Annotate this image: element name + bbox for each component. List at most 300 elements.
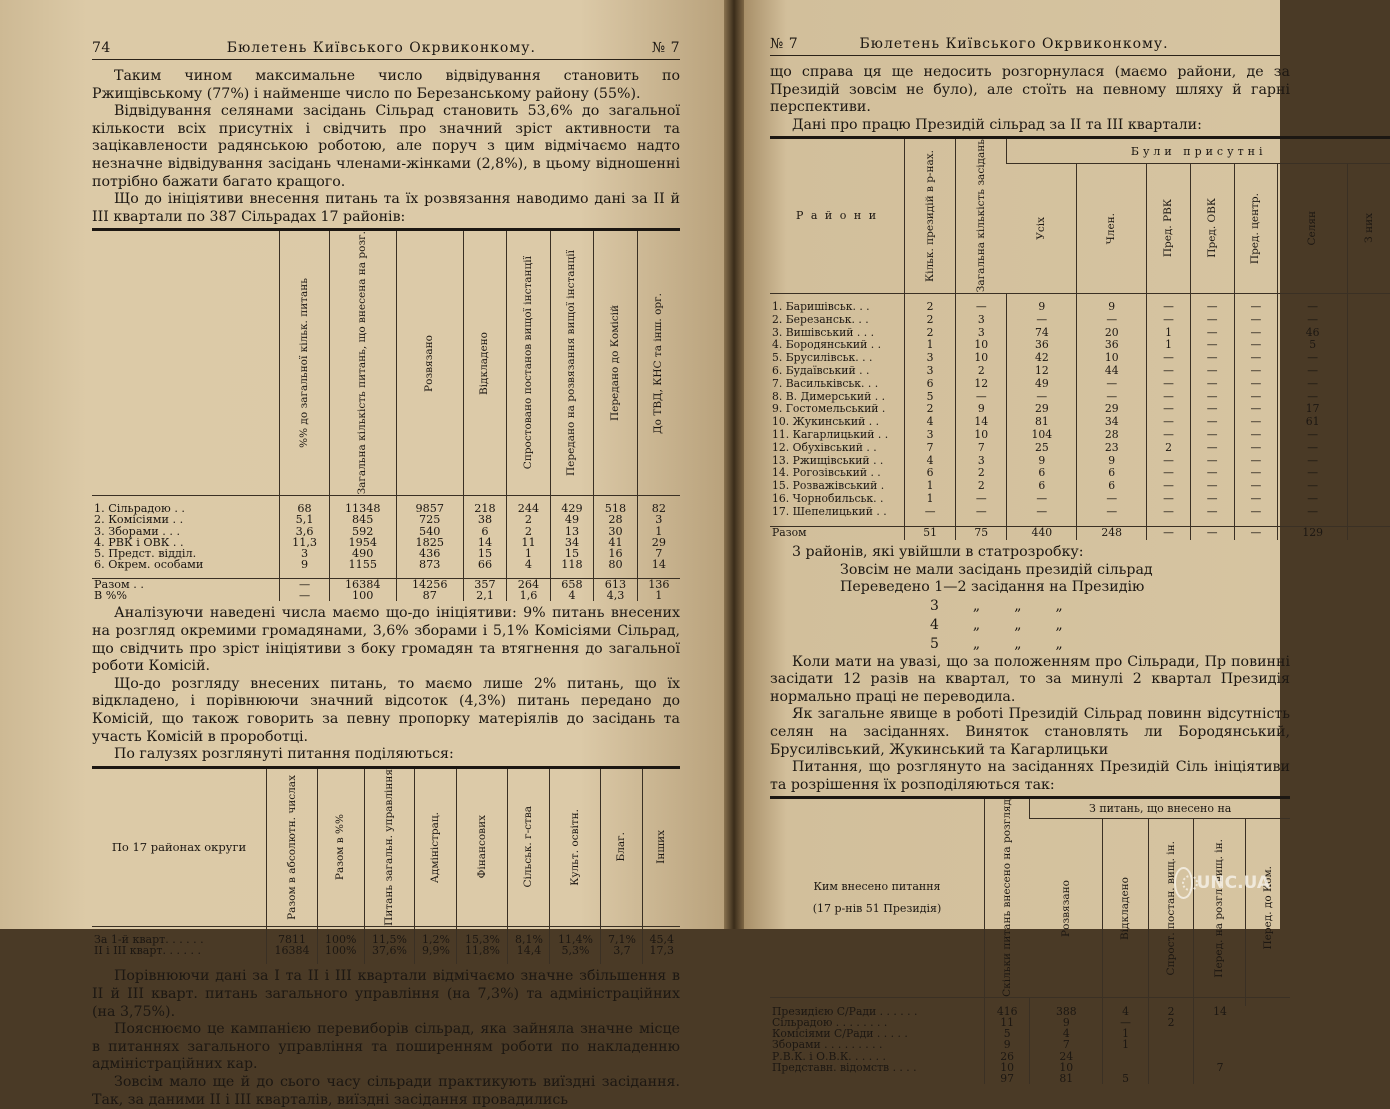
paragraph: 3 районів, які увійшли в статрозробку: (792, 543, 1084, 560)
table-cell: 5 (1278, 339, 1348, 352)
table-cell (1148, 1039, 1194, 1050)
table-cell: 28 (594, 514, 638, 525)
table-cell: 2 (956, 365, 1007, 378)
table-cell: 16384 (329, 578, 396, 590)
table-cell: — (1007, 506, 1077, 519)
row-label: 14. Рогозівський . . (772, 466, 881, 480)
ditto-block (770, 597, 1280, 654)
table-cell: — (1007, 314, 1077, 327)
table-cell (1348, 352, 1390, 365)
paragraph: Зовсім не мали засідань президій сільрад (840, 561, 1153, 578)
column-header: Член. (1077, 163, 1147, 293)
table-cell: 540 (396, 526, 463, 537)
table-cell: — (1190, 327, 1234, 340)
table-cell: — (1190, 480, 1234, 493)
table-cell: 66 (463, 559, 507, 570)
table-cell: 14256 (396, 578, 463, 590)
table-cell: — (1278, 301, 1348, 314)
row-label: Р.В.К. і О.В.К. . . . . . (772, 1049, 886, 1063)
table-cell: 3 (956, 455, 1007, 468)
table-cell: 2 (1148, 1017, 1194, 1028)
column-header: Пред. РВК (1147, 163, 1191, 293)
row-label: 2. Березанськ. . . (772, 312, 869, 326)
table-cell: — (1103, 1017, 1149, 1028)
column-header: До ТВД, КНС та інш. орг. (637, 230, 680, 495)
row-label: 1. Баришівськ. . . (772, 300, 870, 314)
paragraph: По галузях розглянуті питання поділяються: (114, 746, 454, 763)
initiative-table (92, 228, 680, 601)
table-cell: 10 (1030, 1062, 1103, 1073)
table-cell (1348, 403, 1390, 416)
table-cell: 357 (463, 578, 507, 590)
table-cell: 3 (905, 365, 956, 378)
table-cell: 37,6% (364, 945, 415, 956)
column-header: Питань загальн. управління (364, 767, 415, 926)
table-cell: 2 (905, 301, 956, 314)
column-header: Кільк. президій в р-нах. (905, 138, 956, 293)
row-label: 15. Розважівський . (772, 479, 885, 493)
table-cell: 46 (1278, 327, 1348, 340)
table-cell: 118 (550, 559, 594, 570)
ditto-cell: 5 (930, 635, 939, 652)
table-cell: 518 (594, 503, 638, 514)
table-cell: 248 (1077, 527, 1147, 540)
table-cell: 97 (985, 1073, 1030, 1084)
table-cell: — (1190, 416, 1234, 429)
table-spacer (770, 519, 1390, 527)
table-cell: — (1278, 493, 1348, 506)
column-header: Пред. ОВК (1190, 163, 1234, 293)
column-header: Пред. центр. (1234, 163, 1278, 293)
corner-line: Ким внесено питання (813, 880, 941, 894)
table-cell: 9 (1007, 301, 1077, 314)
table-cell: 11,8% (457, 945, 508, 956)
table-cell: 36 (1077, 339, 1147, 352)
ditto-line (770, 635, 1280, 654)
table-cell: 1 (1147, 339, 1191, 352)
table-cell: 6 (1077, 480, 1147, 493)
left-running-head (92, 40, 680, 56)
table-cell: 6 (1007, 467, 1077, 480)
column-header: Відкладено (463, 230, 507, 495)
table-cell: 2 (507, 526, 551, 537)
ditto-cell: „ (1055, 616, 1063, 633)
table-cell: 725 (396, 514, 463, 525)
table-cell: — (1190, 506, 1234, 519)
table-corner: По 17 районах округи (92, 767, 267, 926)
table-cell: 388 (1030, 1006, 1103, 1017)
table-cell: 11,5% (364, 934, 415, 945)
table-cell: 5 (905, 391, 956, 404)
table-cell: 7 (637, 548, 680, 559)
table-cell: 6 (905, 467, 956, 480)
column-header: Відкладено (1103, 818, 1149, 997)
table-cell: 4 (550, 590, 594, 601)
table-cell: 11 (507, 537, 551, 548)
table-cell: — (956, 506, 1007, 519)
paragraph: Як загальне явище в роботі Президій Сільрад повинн відсутність селян на засіданнях. Виняток становлять ли Бородянський, Брусилівський, Жукинський та Кагарлицьки (770, 706, 1290, 758)
table-cell: — (1190, 429, 1234, 442)
table-cell: 10 (956, 339, 1007, 352)
table-cell: 51 (905, 527, 956, 540)
column-header: Передано до Комісій (594, 230, 638, 495)
table-cell (508, 956, 550, 964)
table-cell: — (1147, 314, 1191, 327)
table-cell: — (905, 506, 956, 519)
row-label: 12. Обухівський . . (772, 440, 877, 454)
corner-line: (17 р-нів 51 Президія) (812, 902, 942, 916)
paragraph: Переведено 1—2 засідання на Президію (840, 579, 1145, 596)
table-cell: — (1278, 467, 1348, 480)
table-row (770, 314, 1390, 327)
column-header: %% до загальної кільк. питань (280, 230, 329, 495)
column-header: Селян (1278, 163, 1348, 293)
table-cell: — (1147, 416, 1191, 429)
table-cell (1246, 998, 1290, 1006)
table-cell: 9 (280, 559, 329, 570)
ditto-cell: „ (1014, 635, 1022, 652)
table-cell: 4,3 (594, 590, 638, 601)
table-cell: 7811 (267, 934, 318, 945)
table-cell: 23 (1077, 442, 1147, 455)
row-label: За 1-й кварт. . . . . . (94, 933, 204, 947)
table-cell: — (1234, 327, 1278, 340)
table-cell (92, 956, 267, 964)
watermark-text: UNC.UA (1196, 873, 1270, 893)
total-row (92, 578, 680, 590)
table-cell: 9 (1030, 1017, 1103, 1028)
table-cell: 873 (396, 559, 463, 570)
table-cell: 17,3 (643, 945, 680, 956)
table-cell (1348, 301, 1390, 314)
table-cell: — (1007, 493, 1077, 506)
table-cell: 24 (1030, 1051, 1103, 1062)
table-cell: 2 (905, 314, 956, 327)
row-label: Представн. відомств . . . . (772, 1060, 917, 1074)
header-rule (770, 55, 1280, 56)
table-cell (1348, 480, 1390, 493)
row-label: В %% (94, 589, 128, 603)
column-header: Усіх (1007, 163, 1077, 293)
table-cell (1194, 1028, 1246, 1039)
table-cell: 12 (956, 378, 1007, 391)
table-cell (1194, 1039, 1246, 1050)
table-cell: 42 (1007, 352, 1077, 365)
table-cell: 613 (594, 578, 638, 590)
table-cell: — (1278, 314, 1348, 327)
table-cell: 845 (329, 514, 396, 525)
table-cell (1348, 293, 1390, 301)
table-cell (318, 956, 364, 964)
table-cell: — (1234, 416, 1278, 429)
table-cell: — (1190, 314, 1234, 327)
issue-number: № 7 (651, 40, 680, 56)
table-cell: 3 (905, 429, 956, 442)
table-cell: 41 (594, 537, 638, 548)
table-cell (1348, 493, 1390, 506)
column-header: Перед. до Ком. (1246, 818, 1290, 997)
table-cell (1348, 339, 1390, 352)
table-cell: 2 (905, 403, 956, 416)
table-cell (1194, 1017, 1246, 1028)
table-cell (1148, 1051, 1194, 1062)
table-row (92, 514, 680, 525)
table-cell: 14 (637, 559, 680, 570)
table-cell: — (956, 493, 1007, 506)
table-cell: 9 (1077, 301, 1147, 314)
row-label: 6. Окрем. особами (94, 558, 204, 572)
column-header: Передано на розвязання вищої інстанції (550, 230, 594, 495)
table-cell: 1155 (329, 559, 396, 570)
table-cell: — (1234, 455, 1278, 468)
paragraph: Зовсім мало ще й до сього часу сільради практикують виїздні засідання. Так, за даними II і III кварталів, виїздні засідання провадились (92, 1074, 680, 1108)
table-cell: — (1278, 391, 1348, 404)
table-cell: — (1234, 314, 1278, 327)
table-cell: — (1190, 442, 1234, 455)
table-cell (1103, 1051, 1149, 1062)
column-header: Інших (643, 767, 680, 926)
table-cell: — (1147, 365, 1191, 378)
table-cell: — (1190, 365, 1234, 378)
column-header: Перед. на розгл. вищ. ін. (1194, 818, 1246, 997)
table-cell: 11,4% (550, 934, 601, 945)
questions-table (770, 796, 1290, 1084)
row-label: 6. Будаївський . . (772, 364, 870, 378)
table-cell: — (1278, 506, 1348, 519)
table-cell: 81 (1030, 1073, 1103, 1084)
paragraph: що справа ця ще недосить розгорнулася (маємо райони, де за Президій зовсім не було), але стоїть на певному шляху й гарні перспективи. (770, 64, 1290, 116)
table-cell: — (1278, 455, 1348, 468)
table-cell: — (956, 301, 1007, 314)
column-header: Адміністрац. (415, 767, 457, 926)
table-row (770, 442, 1390, 455)
row-label: 2. Комісіями . . (94, 513, 184, 527)
table-cell: 1,2% (415, 934, 457, 945)
table-cell: 7 (1194, 1062, 1246, 1073)
table-cell: — (1007, 391, 1077, 404)
table-cell: 100 (329, 590, 396, 601)
page-number: 74 (92, 40, 111, 56)
table-cell: 10 (1077, 352, 1147, 365)
table-cell: 26 (985, 1051, 1030, 1062)
table-cell: 11,3 (280, 537, 329, 548)
table-cell: — (1147, 493, 1191, 506)
table-cell: — (1278, 442, 1348, 455)
table-cell: 68 (280, 503, 329, 514)
table-cell: 10 (956, 352, 1007, 365)
table-cell: — (1147, 352, 1191, 365)
table-spacer (92, 570, 680, 578)
table-cell: — (1147, 429, 1191, 442)
table-row (770, 378, 1390, 391)
table-cell (643, 956, 680, 964)
paragraph: Коли мати на увазі, що за положенням про Сільради, Пр повинні засідати 12 разів на квартал, то за минулі 2 квартал Президія нормально праці не переводила. (770, 653, 1290, 705)
table-cell (1348, 327, 1390, 340)
paragraph: Дані про працю Президій сільрад за II та III квартали: (792, 116, 1202, 133)
row-label: Разом . . (94, 577, 144, 591)
table-cell: 1825 (396, 537, 463, 548)
table-cell: 44 (1077, 365, 1147, 378)
table-cell: — (280, 578, 329, 590)
table-cell: — (1278, 480, 1348, 493)
table-cell: 129 (1278, 527, 1348, 540)
paragraph: Відвідування селянами засідань Сільрад становить 53,6% до загальної кількости всіх присутніх і свідчить про значний зріст активности та зацікавлености радянською роботою, але поруч з цим відмічаємо надто незначне відвідування засідань членами-жінками (2,8%), в цьому відношенні потрібно бажати багато кращого. (92, 103, 680, 190)
table-cell: 11 (985, 1017, 1030, 1028)
percent-row (92, 590, 680, 601)
table-cell: — (1234, 378, 1278, 391)
table-cell: 436 (396, 548, 463, 559)
column-header: Загальна кількість питань, що внесена на розг. (329, 230, 396, 495)
column-header: Спростовано постанов вищої інстанції (507, 230, 551, 495)
table-cell: 29 (1007, 403, 1077, 416)
ditto-cell: „ (972, 635, 981, 652)
table-cell: 34 (1077, 416, 1147, 429)
paragraph: Порівнюючи дані за I та II і III квартали відмічаємо значне збільшення в II й III кварт. питань загального управління (на 7,3%) та адміністраційних (на 3,75%). (92, 968, 680, 1020)
table-cell: — (1234, 339, 1278, 352)
table-cell: 104 (1007, 429, 1077, 442)
table-cell: 2,1 (463, 590, 507, 601)
table-cell: 1 (507, 548, 551, 559)
table-cell: 10 (956, 429, 1007, 442)
table-cell: 9,9% (415, 945, 457, 956)
table-cell: 15,3% (457, 934, 508, 945)
row-label: 13. Ржищівський . . (772, 453, 884, 467)
ditto-cell: „ (972, 597, 981, 614)
table-cell: — (1234, 442, 1278, 455)
table-cell: 61 (1278, 416, 1348, 429)
table-cell: 5 (1103, 1073, 1149, 1084)
table-cell: 75 (956, 527, 1007, 540)
column-header: Розвязано (1030, 818, 1103, 997)
table-cell: — (1190, 403, 1234, 416)
table-cell: 658 (550, 578, 594, 590)
column-header: Разом в абсолютн. числах (267, 767, 318, 926)
table-cell: 5,1 (280, 514, 329, 525)
table-cell: — (1147, 506, 1191, 519)
table-cell: 136 (637, 578, 680, 590)
table-row (770, 429, 1390, 442)
table-cell: 3 (637, 514, 680, 525)
table-cell: 6 (463, 526, 507, 537)
table-cell (1348, 467, 1390, 480)
column-header: Благ. (601, 767, 643, 926)
table-cell (1148, 1028, 1194, 1039)
table-cell: 264 (507, 578, 551, 590)
table-cell: 3 (905, 352, 956, 365)
table-cell: — (1077, 378, 1147, 391)
table-cell: — (1147, 527, 1191, 540)
table-cell: 15 (550, 548, 594, 559)
table-cell: 8,1% (508, 934, 550, 945)
ditto-cell: 4 (930, 616, 939, 633)
table-cell (1348, 519, 1390, 527)
table-cell: 1,6 (507, 590, 551, 601)
book-gutter (724, 0, 744, 929)
table-cell: 3,6 (280, 526, 329, 537)
table-cell: — (1147, 480, 1191, 493)
table-cell: 100% (318, 934, 364, 945)
paragraph: Таким чином максимальне число відвідування становить по Ржищівському (77%) і найменше число по Березанському району (55%). (92, 68, 680, 102)
ditto-line (770, 616, 1280, 635)
row-label: Сільрадою . . . . . . . . (772, 1016, 888, 1029)
table-cell: — (1190, 352, 1234, 365)
table-cell: 7 (1030, 1039, 1103, 1050)
table-cell: 80 (594, 559, 638, 570)
row-label (770, 1073, 985, 1084)
table-cell: 1 (905, 480, 956, 493)
table-cell: 20 (1077, 327, 1147, 340)
table-cell: 1 (905, 493, 956, 506)
table-cell: — (1234, 352, 1278, 365)
ditto-line (770, 597, 1280, 616)
table-cell: 2 (905, 327, 956, 340)
table-cell: 13 (550, 526, 594, 537)
table-cell: 1 (637, 590, 680, 601)
table-cell: 15 (463, 548, 507, 559)
running-title: Бюлетень Київського Окрвиконкому. (226, 40, 536, 56)
table-cell: — (1234, 527, 1278, 540)
row-label: 9. Гостомельський . (772, 402, 886, 416)
table-corner (92, 230, 280, 495)
table-cell: — (1190, 391, 1234, 404)
table-cell: 490 (329, 548, 396, 559)
row-label: 8. В. Димерський . . (772, 389, 885, 403)
table-cell: — (1278, 378, 1348, 391)
table-cell: 5 (985, 1028, 1030, 1039)
row-label: Президією С/Ради . . . . . . (772, 1004, 918, 1018)
paragraph: Питання, що розглянуто на засіданнях Президій Сіль ініціятиви та розрішення їх розподіляються так: (770, 759, 1290, 793)
column-header: Скільки питань внесено на розгляд (985, 798, 1030, 998)
table-cell: 17 (1278, 403, 1348, 416)
table-cell: — (1190, 339, 1234, 352)
table-cell: — (1234, 391, 1278, 404)
table-cell: 4 (1103, 1006, 1149, 1017)
table-cell: 9 (956, 403, 1007, 416)
row-label: 5. Брусилівськ. . . (772, 351, 873, 365)
table-cell: 218 (463, 503, 507, 514)
table-cell: 81 (1007, 416, 1077, 429)
table-cell: 2 (956, 480, 1007, 493)
table-cell: 3 (956, 327, 1007, 340)
column-header: Загальна кількість засідань (956, 138, 1007, 293)
running-title: Бюлетень Київського Окрвиконкому. (859, 36, 1169, 52)
table-cell: 4 (507, 559, 551, 570)
row-label: Зборами . . . . . . . . . (772, 1038, 883, 1052)
table-cell: — (280, 590, 329, 601)
table-cell (457, 956, 508, 964)
table-cell (415, 956, 457, 964)
table-cell: 1 (637, 526, 680, 537)
table-cell: — (1234, 301, 1278, 314)
row-label: 11. Кагарлицький . . (772, 428, 889, 442)
table-cell: 5,3% (550, 945, 601, 956)
table-cell: — (1147, 403, 1191, 416)
table-cell: — (1147, 467, 1191, 480)
table-cell: 28 (1077, 429, 1147, 442)
table-cell: — (1190, 493, 1234, 506)
ditto-cell: „ (972, 616, 981, 633)
table-cell: — (1147, 301, 1191, 314)
table-row (770, 506, 1390, 519)
table-cell: 29 (637, 537, 680, 548)
table-cell: — (1278, 352, 1348, 365)
table-cell (1348, 391, 1390, 404)
table-cell: 429 (550, 503, 594, 514)
table-cell (550, 956, 601, 964)
table-cell (1348, 455, 1390, 468)
right-running-head (770, 36, 1230, 52)
column-header: Розвязано (396, 230, 463, 495)
